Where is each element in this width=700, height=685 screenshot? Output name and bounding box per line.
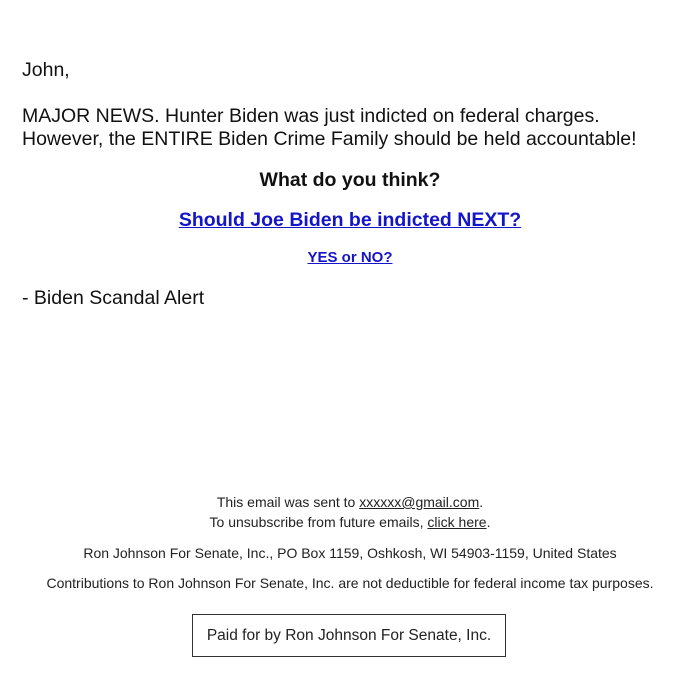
sent-to-suffix: . (479, 494, 484, 510)
unsubscribe-link[interactable]: click here (427, 514, 487, 530)
unsubscribe-suffix: . (486, 514, 491, 530)
yes-or-no-link[interactable]: YES or NO? (307, 249, 393, 266)
cta-small (0, 249, 700, 267)
sent-to-prefix: This email was sent to (216, 494, 360, 510)
unsubscribe-prefix: To unsubscribe from future emails, (209, 514, 428, 530)
cta-main (0, 209, 700, 231)
paid-for-box (192, 614, 506, 657)
signature: - Biden Scandal Alert (22, 287, 205, 309)
footer-tax-notice: Contributions to Ron Johnson For Senate, Inc. are not deductible for federal income tax purposes. (46, 575, 654, 591)
indict-next-link[interactable]: Should Joe Biden be indicted NEXT? (178, 209, 522, 231)
body-line: MAJOR NEWS. Hunter Biden was just indicted on federal charges. (22, 105, 600, 127)
footer-address: Ron Johnson For Senate, Inc., PO Box 1159, Oshkosh, WI 54903-1159, United States (83, 545, 617, 561)
question-heading: What do you think? (259, 169, 441, 191)
footer-sent-info (0, 492, 700, 532)
greeting: John, (22, 59, 70, 81)
recipient-email-link[interactable]: xxxxxx@gmail.com (359, 494, 480, 510)
body-line: However, the ENTIRE Biden Crime Family should be held accountable! (22, 128, 637, 150)
body-paragraph (22, 105, 692, 151)
paid-for-label: Paid for by Ron Johnson For Senate, Inc. (206, 626, 492, 644)
